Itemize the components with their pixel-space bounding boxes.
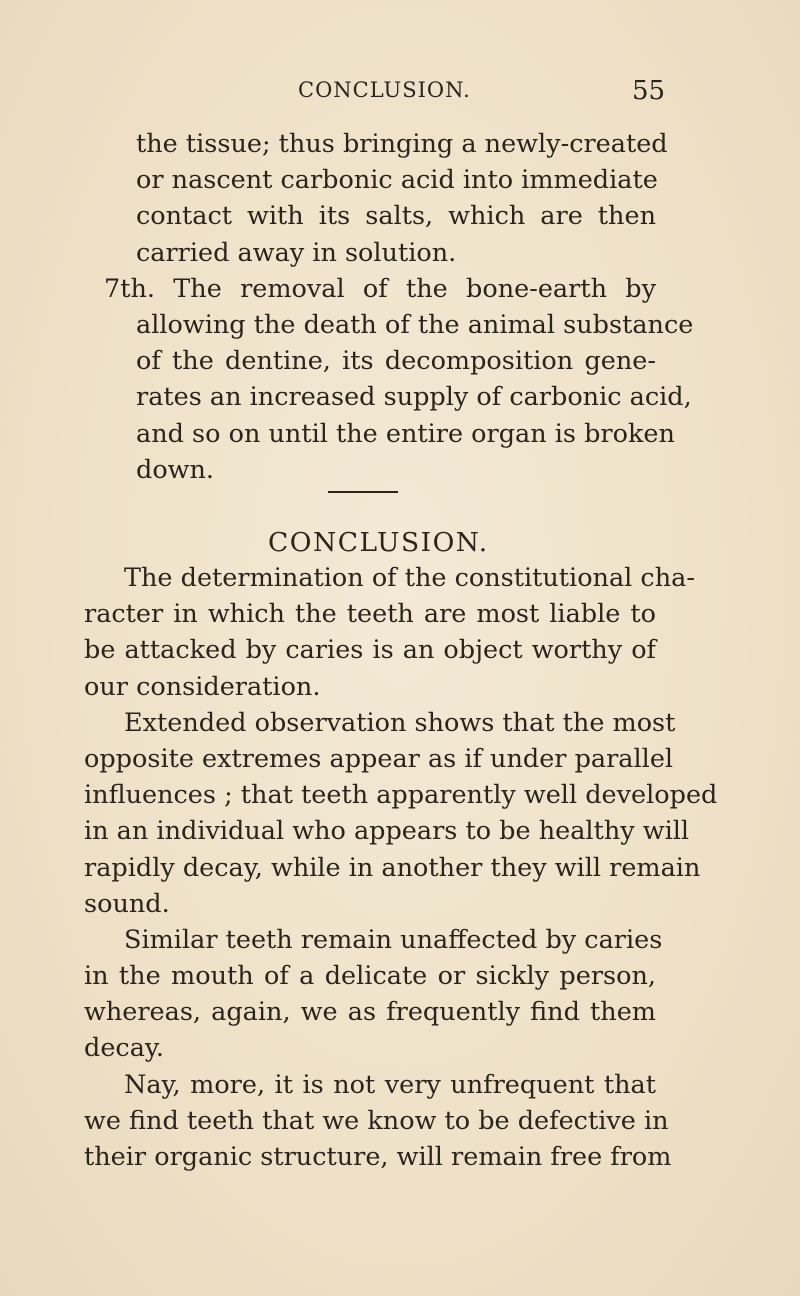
page-number: 55 [632, 76, 666, 106]
continued-paragraph [104, 126, 694, 488]
running-head-title: CONCLUSION. [298, 78, 471, 102]
text-line: we find teeth that we know to be defective in [84, 1105, 669, 1136]
text-line: rapidly decay, while in another they will remain [84, 852, 701, 883]
text-line: the tissue; thus bringing a newly-created [136, 129, 668, 159]
text-line: in an individual who appears to be healthy will [84, 816, 690, 847]
text-line: our consideration. [84, 671, 321, 702]
text-line: and so on until the entire organ is broken [136, 418, 675, 449]
text-line: 7th. The removal of the bone-earth by [104, 273, 656, 304]
text-line: in the mouth of a delicate or sickly person, [84, 961, 656, 992]
text-line: their organic structure, will remain free from [84, 1142, 672, 1172]
text-line: Extended observation shows that the most [124, 707, 676, 738]
text-line: Nay, more, it is not very unfrequent that [124, 1069, 656, 1100]
text-line: allowing the death of the animal substance [136, 309, 694, 340]
text-line: influences ; that teeth apparently well developed [84, 780, 718, 811]
text-line: or nascent carbonic acid into immediate [136, 165, 658, 196]
section-heading-text: CONCLUSION. [268, 527, 489, 558]
text-line: down. [136, 454, 215, 485]
text-line: racter in which the teeth are most liable to [84, 599, 656, 630]
section-divider [328, 491, 398, 493]
text-line: Similar teeth remain unaffected by caries [124, 924, 663, 955]
text-line: be attacked by caries is an object worthy of [84, 635, 656, 666]
text-line: rates an increased supply of carbonic acid, [136, 382, 692, 413]
text-line: decay. [84, 1033, 165, 1064]
text-line: sound. [84, 888, 170, 919]
conclusion-section [84, 560, 718, 1175]
text-line: whereas, again, we as frequently find them [84, 997, 656, 1028]
text-line: opposite extremes appear as if under parallel [84, 743, 674, 774]
text-line: The determination of the constitutional cha- [124, 563, 695, 593]
text-line: contact with its salts, which are then [136, 201, 656, 232]
text-line: carried away in solution. [136, 237, 457, 268]
text-line: of the dentine, its decomposition gene- [136, 346, 656, 377]
running-head [0, 78, 800, 108]
